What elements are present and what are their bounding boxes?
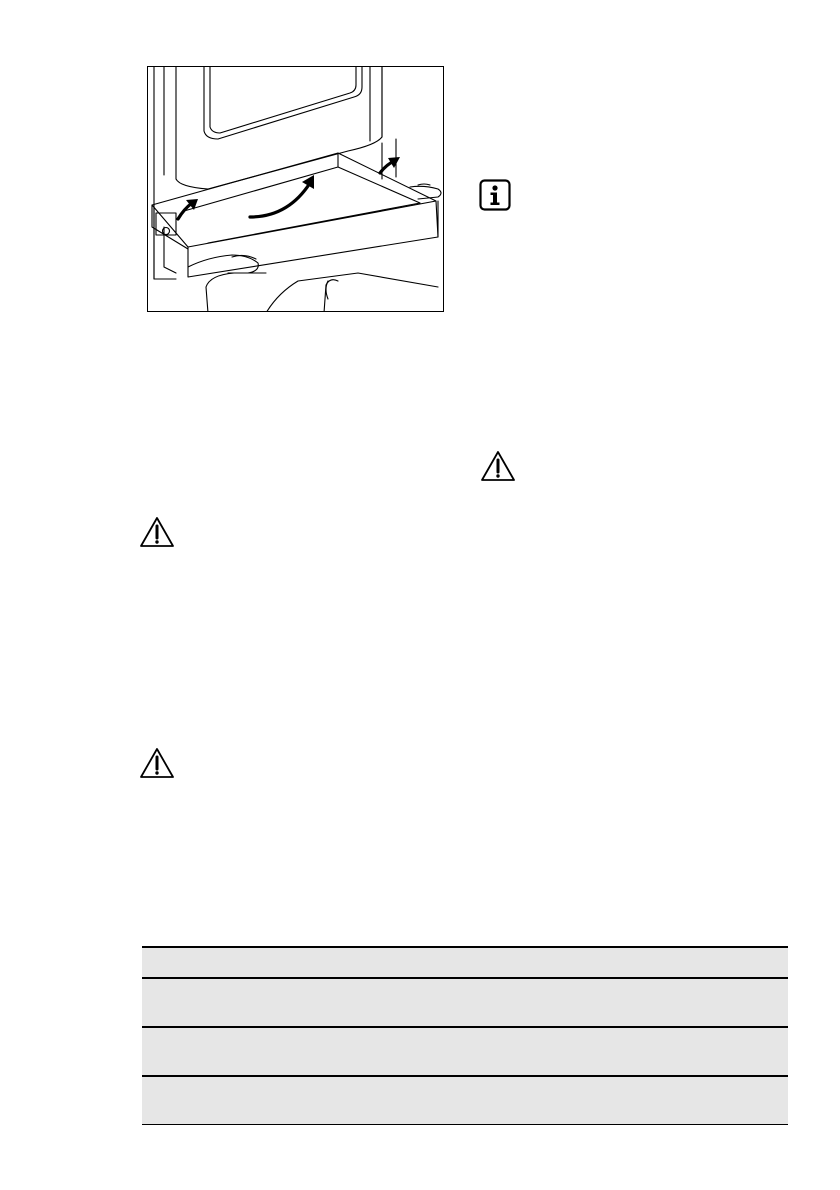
data-table (142, 946, 788, 1125)
warning-icon (139, 516, 175, 548)
info-icon (479, 179, 511, 211)
table-header-row (142, 948, 788, 977)
warning-icon (139, 747, 175, 779)
table-row (142, 1026, 788, 1075)
table-row (142, 1075, 788, 1124)
table-row (142, 977, 788, 1026)
table-bottom-rule (142, 1124, 788, 1125)
drawer-removal-illustration (147, 66, 444, 312)
warning-icon (480, 450, 516, 482)
